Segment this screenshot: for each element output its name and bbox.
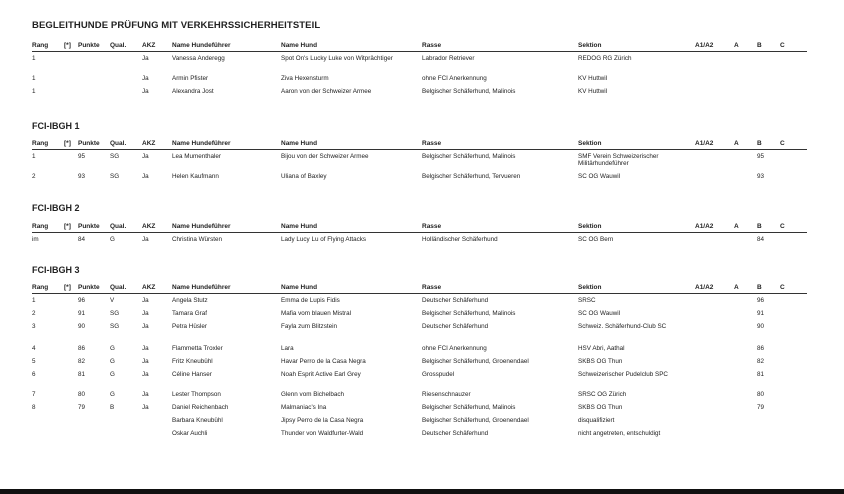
- cell-qual: [110, 85, 142, 98]
- cell-rang: 6: [32, 370, 36, 378]
- column-header-a1a2: A1/A2: [695, 138, 734, 150]
- table-header-row: [32, 138, 807, 150]
- cell-c: [780, 52, 807, 72]
- cell-qual: G: [110, 357, 115, 365]
- cell-a1a2: [695, 52, 734, 72]
- cell-rang: 1: [32, 297, 36, 304]
- table-row: [32, 85, 807, 98]
- cell-qual: SG: [110, 309, 120, 317]
- cell-c: [780, 150, 807, 170]
- cell-c: [780, 72, 807, 85]
- column-header-b: B: [757, 282, 780, 294]
- column-header-name-hundefuehrer: Name Hundeführer: [172, 282, 281, 294]
- cell-rang: 2: [32, 172, 36, 180]
- column-header-b: B: [757, 40, 780, 52]
- results-table: [32, 282, 807, 440]
- column-header-stern: [*]: [64, 138, 78, 150]
- column-header-name-hundefuehrer: Name Hundeführer: [172, 221, 281, 233]
- column-header-rang: Rang: [32, 40, 64, 52]
- cell-rasse: Deutscher Schäferhund: [422, 297, 489, 304]
- column-header-c: C: [780, 138, 807, 150]
- column-header-rang: Rang: [32, 221, 64, 233]
- cell-punkte: [78, 72, 110, 85]
- table-row: [32, 368, 807, 388]
- cell-rang: 1: [32, 153, 36, 160]
- cell-b: [757, 52, 780, 72]
- cell-a: [734, 427, 757, 440]
- column-header-name-hundefuehrer: Name Hundeführer: [172, 40, 281, 52]
- cell-rasse: Holländischer Schäferhund: [422, 236, 498, 243]
- cell-a: [734, 52, 757, 72]
- column-header-sektion: Sektion: [578, 138, 695, 150]
- cell-akz: Ja: [142, 390, 149, 398]
- cell-qual: [110, 414, 142, 427]
- cell-a1a2: [695, 414, 734, 427]
- cell-c: [780, 401, 807, 414]
- cell-sektion: SC OG Wauwil: [578, 309, 621, 317]
- column-header-sektion: Sektion: [578, 40, 695, 52]
- column-header-akz: AKZ: [142, 221, 172, 233]
- column-header-c: C: [780, 221, 807, 233]
- cell-punkte: 91: [78, 309, 86, 317]
- section-title: FCI-IBGH 1: [32, 121, 80, 131]
- column-header-name-hund: Name Hund: [281, 221, 422, 233]
- section-title: FCI-IBGH 2: [32, 203, 80, 213]
- column-header-name-hund: Name Hund: [281, 40, 422, 52]
- column-header-sektion: Sektion: [578, 221, 695, 233]
- cell-name-hund: Lady Lucy Lu of Flying Attacks: [281, 236, 367, 243]
- cell-akz: Ja: [142, 74, 149, 82]
- cell-punkte: 96: [78, 297, 86, 304]
- cell-punkte: [78, 414, 110, 427]
- table-row: [32, 150, 807, 170]
- cell-a: [734, 401, 757, 414]
- cell-punkte: 82: [78, 357, 86, 365]
- cell-name-hund: Uliana of Baxley: [281, 172, 327, 180]
- cell-stern: [64, 427, 78, 440]
- cell-punkte: [78, 427, 110, 440]
- column-header-akz: AKZ: [142, 40, 172, 52]
- cell-sektion: SC OG Bern: [578, 236, 614, 243]
- cell-rasse: Belgischer Schäferhund, Malinois: [422, 87, 516, 95]
- cell-stern: [64, 85, 78, 98]
- cell-b: [757, 85, 780, 98]
- column-header-rang: Rang: [32, 282, 64, 294]
- cell-a1a2: [695, 72, 734, 85]
- cell-akz: Ja: [142, 370, 149, 378]
- column-header-b: B: [757, 221, 780, 233]
- cell-akz: [142, 427, 172, 440]
- column-header-a1a2: A1/A2: [695, 40, 734, 52]
- table-row: [32, 72, 807, 85]
- cell-name-hund: Spot On's Lucky Luke von Witprächtiger: [281, 55, 393, 62]
- column-header-stern: [*]: [64, 221, 78, 233]
- cell-name-hund: Havar Perro de la Casa Negra: [281, 357, 366, 365]
- cell-rasse: Belgischer Schäferhund, Groenendael: [422, 357, 529, 365]
- column-header-b: B: [757, 138, 780, 150]
- cell-sektion: KV Huttwil: [578, 87, 608, 95]
- page-title: BEGLEITHUNDE PRÜFUNG MIT VERKEHRSSICHERHEITSTEIL: [32, 20, 321, 31]
- cell-name-hundefuehrer: Tamara Graf: [172, 309, 207, 317]
- cell-name-hund: Fayla zum Blitzstein: [281, 322, 337, 330]
- cell-b: 86: [757, 344, 765, 352]
- column-header-rasse: Rasse: [422, 40, 578, 52]
- cell-a: [734, 342, 757, 355]
- cell-rasse: ohne FCI Anerkennung: [422, 344, 487, 352]
- cell-a1a2: [695, 342, 734, 355]
- cell-rang: 1: [32, 55, 36, 62]
- cell-c: [780, 85, 807, 98]
- cell-a: [734, 85, 757, 98]
- cell-qual: SG: [110, 172, 120, 180]
- cell-b: [757, 72, 780, 85]
- cell-name-hundefuehrer: Alexandra Jost: [172, 87, 214, 95]
- cell-name-hundefuehrer: Petra Hüsler: [172, 322, 207, 330]
- cell-punkte: 79: [78, 403, 86, 411]
- cell-rang: [32, 427, 64, 440]
- cell-qual: G: [110, 390, 115, 398]
- cell-akz: Ja: [142, 344, 149, 352]
- cell-name-hundefuehrer: Angela Stutz: [172, 297, 208, 304]
- cell-qual: G: [110, 344, 115, 352]
- cell-akz: Ja: [142, 322, 149, 330]
- cell-name-hund: Lara: [281, 344, 294, 352]
- bottom-border: [0, 489, 844, 494]
- cell-sektion: disqualifiziert: [578, 416, 615, 424]
- cell-name-hund: Thunder von Waldfurter-Wald: [281, 429, 364, 437]
- cell-rang: 5: [32, 357, 36, 365]
- table-row: [32, 294, 807, 307]
- cell-sektion: SRSC OG Zürich: [578, 390, 627, 398]
- cell-name-hund: Malmaniac's Ina: [281, 403, 327, 411]
- column-header-punkte: Punkte: [78, 282, 110, 294]
- cell-punkte: [78, 52, 110, 72]
- cell-rasse: Belgischer Schäferhund, Malinois: [422, 403, 516, 411]
- cell-stern: [64, 150, 78, 170]
- cell-b: 90: [757, 322, 765, 330]
- column-header-punkte: Punkte: [78, 221, 110, 233]
- cell-akz: Ja: [142, 55, 149, 62]
- cell-c: [780, 355, 807, 368]
- cell-b: 84: [757, 236, 765, 243]
- cell-name-hundefuehrer: Armin Pfister: [172, 74, 209, 82]
- cell-qual: [110, 72, 142, 85]
- cell-punkte: 81: [78, 370, 86, 378]
- cell-stern: [64, 355, 78, 368]
- table-header-row: [32, 221, 807, 233]
- cell-qual: V: [110, 297, 115, 304]
- cell-sektion: nicht angetreten, entschuldigt: [578, 429, 661, 437]
- column-header-a: A: [734, 40, 757, 52]
- cell-name-hundefuehrer: Flammetta Troxler: [172, 344, 223, 352]
- column-header-a1a2: A1/A2: [695, 221, 734, 233]
- cell-stern: [64, 342, 78, 355]
- cell-rasse: Belgischer Schäferhund, Tervueren: [422, 172, 521, 180]
- cell-stern: [64, 414, 78, 427]
- cell-qual: SG: [110, 153, 120, 160]
- cell-name-hund: Aaron von der Schweizer Armee: [281, 87, 372, 95]
- column-header-punkte: Punkte: [78, 138, 110, 150]
- cell-name-hundefuehrer: Barbara Kneubühl: [172, 416, 223, 424]
- cell-a1a2: [695, 320, 734, 342]
- cell-name-hundefuehrer: Lea Mumenthaler: [172, 153, 222, 160]
- cell-qual: SG: [110, 322, 120, 330]
- cell-a1a2: [695, 150, 734, 170]
- column-header-qual: Qual.: [110, 282, 142, 294]
- cell-a: [734, 170, 757, 183]
- cell-name-hundefuehrer: Oskar Auchli: [172, 429, 208, 437]
- cell-rasse: Belgischer Schäferhund, Groenendael: [422, 416, 529, 424]
- column-header-name-hund: Name Hund: [281, 138, 422, 150]
- cell-name-hund: Noah Esprit Active Earl Grey: [281, 370, 361, 378]
- column-header-rasse: Rasse: [422, 138, 578, 150]
- cell-name-hundefuehrer: Vanessa Anderegg: [172, 55, 225, 62]
- results-table: [32, 221, 807, 246]
- cell-sektion: SMF Verein Schweizerischer Militärhundeführer: [578, 153, 659, 167]
- cell-sektion: SC OG Wauwil: [578, 172, 621, 180]
- cell-qual: [110, 427, 142, 440]
- table-row: [32, 342, 807, 355]
- cell-a: [734, 320, 757, 342]
- cell-a1a2: [695, 355, 734, 368]
- cell-rang: 8: [32, 403, 36, 411]
- cell-akz: Ja: [142, 236, 149, 243]
- cell-a1a2: [695, 368, 734, 388]
- column-header-rasse: Rasse: [422, 282, 578, 294]
- cell-stern: [64, 72, 78, 85]
- cell-a: [734, 72, 757, 85]
- cell-rang: 2: [32, 309, 36, 317]
- cell-b: 91: [757, 309, 765, 317]
- cell-a1a2: [695, 233, 734, 246]
- cell-a: [734, 414, 757, 427]
- cell-rasse: Deutscher Schäferhund: [422, 322, 489, 330]
- cell-rasse: Riesenschnauzer: [422, 390, 471, 398]
- cell-name-hund: Mafia vom blauen Mistral: [281, 309, 351, 317]
- cell-rasse: Deutscher Schäferhund: [422, 429, 489, 437]
- cell-punkte: 80: [78, 390, 86, 398]
- cell-akz: Ja: [142, 357, 149, 365]
- cell-a1a2: [695, 401, 734, 414]
- cell-sektion: KV Huttwil: [578, 74, 608, 82]
- cell-a: [734, 294, 757, 307]
- column-header-a: A: [734, 221, 757, 233]
- cell-c: [780, 388, 807, 401]
- cell-qual: G: [110, 370, 115, 378]
- table-row: [32, 401, 807, 414]
- results-table: [32, 138, 807, 183]
- cell-rasse: Belgischer Schäferhund, Malinois: [422, 309, 516, 317]
- cell-a1a2: [695, 307, 734, 320]
- cell-c: [780, 427, 807, 440]
- cell-rasse: Belgischer Schäferhund, Malinois: [422, 153, 516, 160]
- column-header-c: C: [780, 40, 807, 52]
- cell-b: 82: [757, 357, 765, 365]
- column-header-rang: Rang: [32, 138, 64, 150]
- cell-stern: [64, 170, 78, 183]
- cell-name-hund: Glenn vom Bichelbach: [281, 390, 345, 398]
- column-header-akz: AKZ: [142, 282, 172, 294]
- cell-punkte: 95: [78, 153, 86, 160]
- cell-punkte: [78, 85, 110, 98]
- cell-punkte: 84: [78, 236, 86, 243]
- cell-stern: [64, 307, 78, 320]
- cell-stern: [64, 388, 78, 401]
- cell-c: [780, 170, 807, 183]
- cell-name-hundefuehrer: Helen Kaufmann: [172, 172, 219, 180]
- cell-b: [757, 427, 780, 440]
- cell-name-hundefuehrer: Fritz Kneubühl: [172, 357, 213, 365]
- cell-sektion: Schweizerischer Pudelclub SPC: [578, 370, 668, 378]
- cell-c: [780, 233, 807, 246]
- cell-b: 80: [757, 390, 765, 398]
- table-header-row: [32, 40, 807, 52]
- cell-a1a2: [695, 388, 734, 401]
- column-header-akz: AKZ: [142, 138, 172, 150]
- cell-a: [734, 150, 757, 170]
- column-header-a: A: [734, 282, 757, 294]
- cell-akz: Ja: [142, 153, 149, 160]
- cell-qual: G: [110, 236, 115, 243]
- table-header-row: [32, 282, 807, 294]
- section-title: FCI-IBGH 3: [32, 265, 80, 275]
- cell-rang: 4: [32, 344, 36, 352]
- cell-a1a2: [695, 294, 734, 307]
- column-header-stern: [*]: [64, 40, 78, 52]
- table-row: [32, 320, 807, 342]
- cell-sektion: SKBS OG Thun: [578, 403, 623, 411]
- cell-name-hundefuehrer: Lester Thompson: [172, 390, 221, 398]
- column-header-qual: Qual.: [110, 221, 142, 233]
- cell-name-hund: Bijou von der Schweizer Armee: [281, 153, 369, 160]
- column-header-punkte: Punkte: [78, 40, 110, 52]
- cell-c: [780, 368, 807, 388]
- cell-akz: Ja: [142, 87, 149, 95]
- cell-a: [734, 307, 757, 320]
- cell-a1a2: [695, 427, 734, 440]
- cell-name-hund: Emma de Lupis Fidis: [281, 297, 340, 304]
- cell-name-hundefuehrer: Céline Hanser: [172, 370, 212, 378]
- cell-stern: [64, 401, 78, 414]
- column-header-qual: Qual.: [110, 40, 142, 52]
- cell-c: [780, 342, 807, 355]
- cell-c: [780, 320, 807, 342]
- cell-punkte: 86: [78, 344, 86, 352]
- table-row: [32, 427, 807, 440]
- results-table: [32, 40, 807, 98]
- cell-rang: 3: [32, 322, 36, 330]
- cell-punkte: 90: [78, 322, 86, 330]
- cell-a: [734, 388, 757, 401]
- cell-b: 81: [757, 370, 765, 378]
- cell-c: [780, 414, 807, 427]
- table-row: [32, 52, 807, 72]
- cell-sektion: REDOG RG Zürich: [578, 55, 632, 62]
- column-header-name-hund: Name Hund: [281, 282, 422, 294]
- cell-b: 79: [757, 403, 765, 411]
- cell-b: 93: [757, 172, 765, 180]
- cell-stern: [64, 320, 78, 342]
- cell-qual: B: [110, 403, 115, 411]
- cell-rasse: ohne FCI Anerkennung: [422, 74, 487, 82]
- cell-akz: Ja: [142, 309, 149, 317]
- cell-name-hundefuehrer: Daniel Reichenbach: [172, 403, 229, 411]
- column-header-qual: Qual.: [110, 138, 142, 150]
- cell-b: 95: [757, 153, 765, 160]
- cell-name-hund: Ziva Hexensturm: [281, 74, 329, 82]
- cell-rang: [32, 414, 64, 427]
- cell-akz: [142, 414, 172, 427]
- cell-akz: Ja: [142, 403, 149, 411]
- table-row: [32, 233, 807, 246]
- cell-rang: 7: [32, 390, 36, 398]
- cell-rasse: Grosspudel: [422, 370, 455, 378]
- cell-name-hundefuehrer: Christina Würsten: [172, 236, 223, 243]
- cell-c: [780, 307, 807, 320]
- cell-a: [734, 355, 757, 368]
- cell-rang: 1: [32, 74, 36, 82]
- table-row: [32, 414, 807, 427]
- table-row: [32, 307, 807, 320]
- cell-sektion: Schweiz. Schäferhund-Club SC: [578, 322, 667, 330]
- column-header-rasse: Rasse: [422, 221, 578, 233]
- cell-sektion: SRSC: [578, 297, 596, 304]
- cell-a: [734, 233, 757, 246]
- cell-b: [757, 414, 780, 427]
- cell-akz: Ja: [142, 297, 149, 304]
- cell-b: 96: [757, 297, 765, 304]
- cell-stern: [64, 52, 78, 72]
- cell-rang: 1: [32, 87, 36, 95]
- column-header-a1a2: A1/A2: [695, 282, 734, 294]
- column-header-c: C: [780, 282, 807, 294]
- cell-name-hund: Jipsy Perro de la Casa Negra: [281, 416, 364, 424]
- cell-rasse: Labrador Retriever: [422, 55, 475, 62]
- cell-a1a2: [695, 170, 734, 183]
- cell-rang: im: [32, 236, 39, 243]
- cell-a: [734, 368, 757, 388]
- cell-qual: [110, 52, 142, 72]
- table-row: [32, 170, 807, 183]
- cell-stern: [64, 233, 78, 246]
- cell-punkte: 93: [78, 172, 86, 180]
- cell-stern: [64, 368, 78, 388]
- cell-sektion: HSV Abri, Aathal: [578, 344, 625, 352]
- column-header-a: A: [734, 138, 757, 150]
- column-header-sektion: Sektion: [578, 282, 695, 294]
- cell-stern: [64, 294, 78, 307]
- cell-akz: Ja: [142, 172, 149, 180]
- column-header-stern: [*]: [64, 282, 78, 294]
- cell-c: [780, 294, 807, 307]
- table-row: [32, 388, 807, 401]
- cell-sektion: SKBS OG Thun: [578, 357, 623, 365]
- cell-a1a2: [695, 85, 734, 98]
- column-header-name-hundefuehrer: Name Hundeführer: [172, 138, 281, 150]
- table-row: [32, 355, 807, 368]
